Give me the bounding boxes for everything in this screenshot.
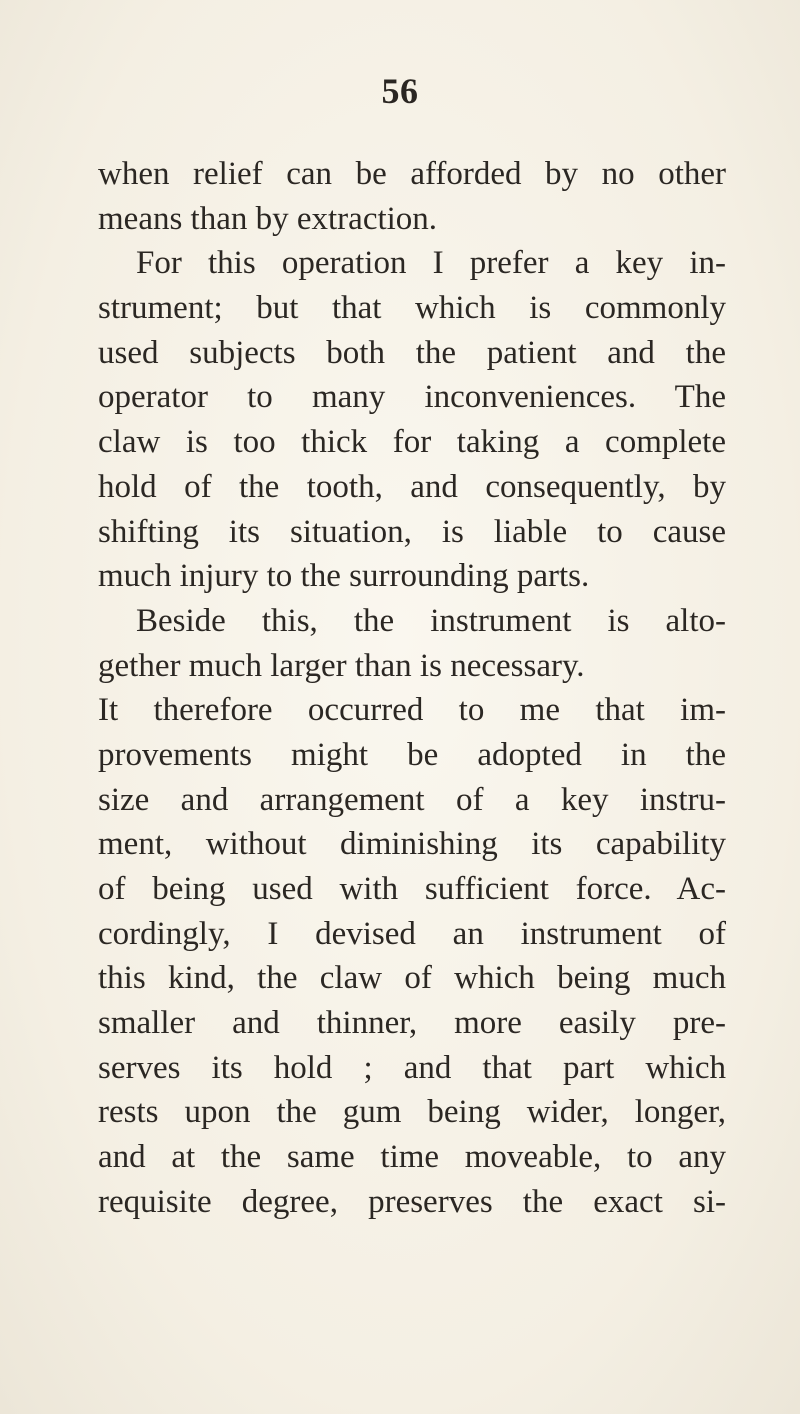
body-text xyxy=(98,152,726,1225)
text-line: Beside this, the instrument is alto- xyxy=(136,602,726,639)
text-line: It therefore occurred to me that im- xyxy=(98,692,726,729)
text-line: operator to many inconveniences. The xyxy=(98,379,726,416)
text-line: provements might be adopted in the xyxy=(98,736,726,773)
text-line: used subjects both the patient and the xyxy=(98,334,726,371)
text-line: ment, without diminishing its capability xyxy=(98,826,726,863)
text-line: size and arrangement of a key instru- xyxy=(98,781,726,818)
text-line: gether much larger than is necessary. xyxy=(98,647,585,684)
text-line: this kind, the claw of which being much xyxy=(98,960,726,997)
text-line: of being used with sufficient force. Ac- xyxy=(98,871,726,907)
text-line: hold of the tooth, and consequently, by xyxy=(98,468,726,505)
text-line: much injury to the surrounding parts. xyxy=(98,558,590,595)
text-line: means than by extraction. xyxy=(98,200,438,237)
text-line: and at the same time moveable, to any xyxy=(98,1139,726,1176)
text-line: For this operation I prefer a key in- xyxy=(136,245,726,282)
text-line: smaller and thinner, more easily pre- xyxy=(98,1005,726,1042)
text-line: when relief can be afforded by no other xyxy=(98,156,726,192)
text-line: cordingly, I devised an instrument of xyxy=(98,915,726,952)
text-line: serves its hold ; and that part which xyxy=(98,1049,726,1086)
text-line: requisite degree, preserves the exact si- xyxy=(98,1183,726,1220)
page-number: 56 xyxy=(381,71,419,111)
text-line: claw is too thick for taking a complete xyxy=(98,424,726,461)
text-line: shifting its situation, is liable to cause xyxy=(98,513,726,550)
text-line: rests upon the gum being wider, longer, xyxy=(98,1094,726,1131)
text-line: strument; but that which is commonly xyxy=(98,290,726,327)
